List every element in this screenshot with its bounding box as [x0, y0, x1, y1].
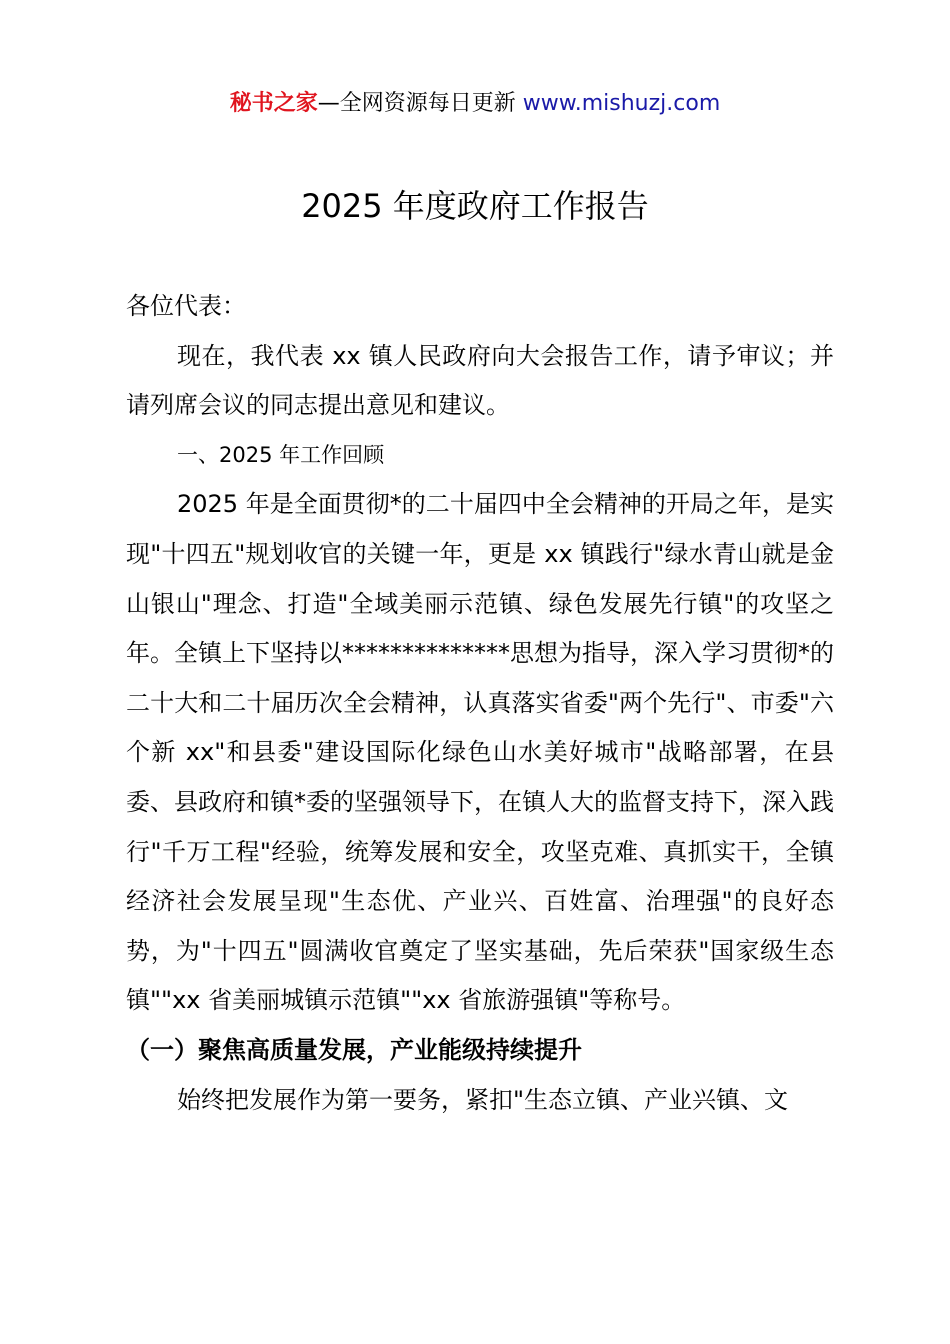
site-header [0, 88, 950, 120]
document-body [126, 282, 834, 1125]
brand-name: 秘书之家 [229, 91, 318, 116]
subsection-heading: （一）聚焦高质量发展，产业能级持续提升 [126, 1035, 582, 1064]
review-paragraph: 2025 年是全面贯彻*的二十届四中全会精神的开局之年，是实现"十四五"规划收官的关键一年，更是 xx 镇践行"绿水青山就是金山银山"理念、打造"全域美丽示范镇、绿色发展先行镇"的攻坚之年。全镇上下坚持以**************思想为指导，深入学习贯彻*的二十大和二十届历次全会精神，认真落实省委"两个先行"、市委"六个新 xx"和县委"建设国际化绿色山水美好城市"战略部署，在县委、县政府和镇*委的坚强领导下，在镇人大的监督支持下，深入践行"千万工程"经验，统筹发展和安全，攻坚克难、真抓实干，全镇经济社会发展呈现"生态优、产业兴、百姓富、治理强"的良好态势，为"十四五"圆满收官奠定了坚实基础，先后荣获"国家级生态镇""xx 省美丽城镇示范镇""xx 省旅游强镇"等称号。 [126, 490, 834, 1015]
subsection-paragraph: 始终把发展作为第一要务，紧扣"生态立镇、产业兴镇、文 [177, 1085, 789, 1114]
intro-paragraph: 现在，我代表 xx 镇人民政府向大会报告工作，请予审议；并请列席会议的同志提出意见和建议。 [126, 341, 834, 420]
site-url-link[interactable]: www.mishuzj.com [522, 91, 721, 116]
section-heading: 一、2025 年工作回顾 [177, 442, 385, 467]
document-title: 2025 年度政府工作报告 [301, 187, 649, 225]
header-slogan: —全网资源每日更新 [317, 91, 523, 116]
salutation: 各位代表： [126, 292, 246, 320]
